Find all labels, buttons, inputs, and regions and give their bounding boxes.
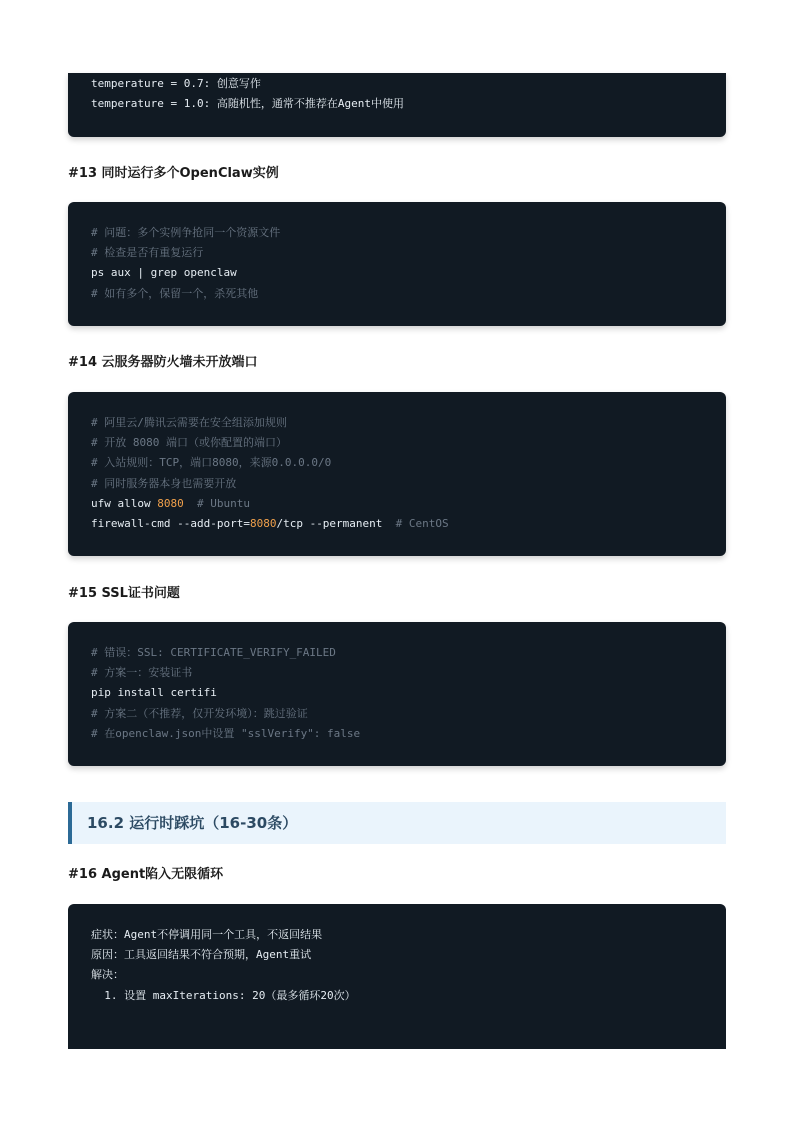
code-line: temperature = 0.7: 创意写作 [91, 77, 261, 90]
code-block-16 [68, 904, 726, 1049]
code-line: ps aux | grep openclaw [91, 266, 237, 280]
code-line-ufw [91, 494, 726, 514]
code-line: 1. 设置 maxIterations: 20（最多循环20次） [91, 988, 356, 1002]
code-comment: # 在openclaw.json中设置 "sslVerify": false [91, 726, 361, 740]
code-line: temperature = 1.0: 高随机性，通常不推荐在Agent中使用 [91, 97, 404, 111]
code-line: 原因：工具返回结果不符合预期，Agent重试 [91, 948, 312, 962]
code-number: 8080 [249, 516, 277, 530]
code-comment: # 检查是否有重复运行 [91, 246, 204, 260]
code-token: /tcp --permanent [276, 516, 383, 530]
heading-15: #15 SSL证书问题 [68, 586, 180, 601]
code-token: ufw allow [91, 496, 158, 510]
code-number: 8080 [157, 496, 184, 510]
code-block-15 [68, 622, 726, 766]
code-comment: # CentOS [382, 516, 449, 530]
code-comment: # 开放 8080 端口（或你配置的端口） [91, 436, 287, 450]
code-line: 症状：Agent不停调用同一个工具，不返回结果 [91, 928, 323, 941]
heading-14: #14 云服务器防火墙未开放端口 [68, 355, 258, 370]
heading-16: #16 Agent陷入无限循环 [68, 867, 224, 882]
code-comment: # 问题：多个实例争抢同一个资源文件 [91, 226, 281, 239]
code-comment: # 阿里云/腾讯云需要在安全组添加规则 [91, 416, 287, 429]
code-comment: # 同时服务器本身也需要开放 [91, 476, 237, 490]
code-comment: # 错误：SSL: CERTIFICATE_VERIFY_FAILED [91, 646, 336, 659]
section-title: 16.2 运行时踩坑（16-30条） [68, 802, 726, 844]
code-line: 解决： [91, 968, 124, 982]
code-comment: # 方案二（不推荐，仅开发环境）：跳过验证 [91, 706, 308, 720]
code-comment: # 如有多个，保留一个，杀死其他 [91, 286, 259, 300]
code-line-firewall [91, 514, 726, 534]
code-token: firewall-cmd --add-port= [91, 516, 250, 530]
code-comment: # Ubuntu [183, 496, 250, 510]
code-block-temperature [68, 73, 726, 137]
code-block-14 [68, 392, 726, 556]
code-comment: # 入站规则：TCP，端口8080，来源0.0.0.0/0 [91, 456, 332, 470]
heading-13: #13 同时运行多个OpenClaw实例 [68, 166, 279, 181]
code-line: pip install certifi [91, 686, 217, 700]
code-comment: # 方案一：安装证书 [91, 666, 193, 680]
code-block-13 [68, 202, 726, 326]
